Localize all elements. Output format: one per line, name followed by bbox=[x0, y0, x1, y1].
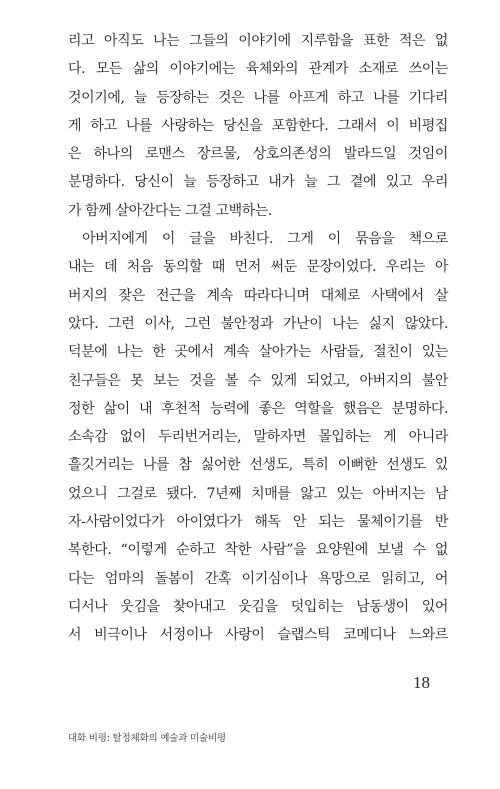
text-line: 소속감 없이 두리번거리는, 말하자면 몰입하는 게 아니라 bbox=[68, 429, 448, 446]
text-line: 아버지에게 이 글을 바친다. 그게 이 묶음을 책으로 bbox=[82, 231, 448, 248]
text-line: 가 함께 살아간다는 그걸 고백하는. bbox=[68, 202, 272, 219]
text-line: 친구들은 못 보는 것을 볼 수 있게 되었고, 아버지의 불안 bbox=[68, 372, 448, 389]
text-line: 서 비극이나 서정이나 사랑이 슬랩스틱 코메디나 느와르 bbox=[68, 627, 448, 644]
text-line: 다. 모든 삶의 이야기에는 육체와의 관계가 소재로 쓰이는 bbox=[68, 61, 448, 78]
text-line: 흘깃거리는 나를 참 싫어한 선생도, 특히 이뻐한 선생도 있 bbox=[68, 457, 448, 474]
text-line: 분명하다. 당신이 늘 등장하고 내가 늘 그 곁에 있고 우리 bbox=[68, 174, 448, 191]
text-line: 자-사람이었다가 아이였다가 해독 안 되는 물체이기를 반 bbox=[68, 514, 448, 531]
page-number: 18 bbox=[413, 673, 430, 692]
text-line: 복한다. “이렇게 순하고 착한 사람”을 요양원에 보낼 수 없 bbox=[68, 542, 448, 559]
text-line: 다는 엄마의 돌봄이 간혹 이기심이나 욕망으로 읽히고, 어 bbox=[68, 570, 448, 587]
text-line: 았다. 그런 이사, 그런 불안정과 가난이 나는 싫지 않았다. bbox=[68, 315, 448, 332]
text-line: 버지의 잦은 전근을 계속 따라다니며 대체로 사택에서 살 bbox=[68, 287, 448, 304]
text-line: 정한 삶이 내 후천적 능력에 좋은 역할을 했음은 분명하다. bbox=[68, 400, 448, 417]
text-line: 것이기에, 늘 등장하는 것은 나를 아프게 하고 나를 기다리 bbox=[68, 89, 448, 106]
text-line: 디서나 웃김을 찾아내고 웃김을 덧입히는 남동생이 있어 bbox=[68, 598, 448, 615]
text-line: 게 하고 나를 사랑하는 당신을 포함한다. 그래서 이 비평집 bbox=[68, 117, 448, 134]
text-line: 내는 데 처음 동의할 때 먼저 써둔 문장이었다. 우리는 아 bbox=[68, 259, 448, 276]
text-line: 었으니 그걸로 됐다. 7년째 치매를 앓고 있는 아버지는 남 bbox=[68, 485, 448, 502]
text-line: 은 하나의 로맨스 장르물, 상호의존성의 발라드일 것임이 bbox=[68, 146, 448, 163]
body-text bbox=[68, 33, 448, 656]
running-footer: 대화 비평: 탈정체화의 예술과 미술비평 bbox=[68, 733, 226, 744]
text-line: 덕분에 나는 한 곳에서 계속 살아가는 사람들, 절친이 있는 bbox=[68, 344, 448, 361]
text-line: 리고 아직도 나는 그들의 이야기에 지루함을 표한 적은 없 bbox=[68, 33, 448, 49]
